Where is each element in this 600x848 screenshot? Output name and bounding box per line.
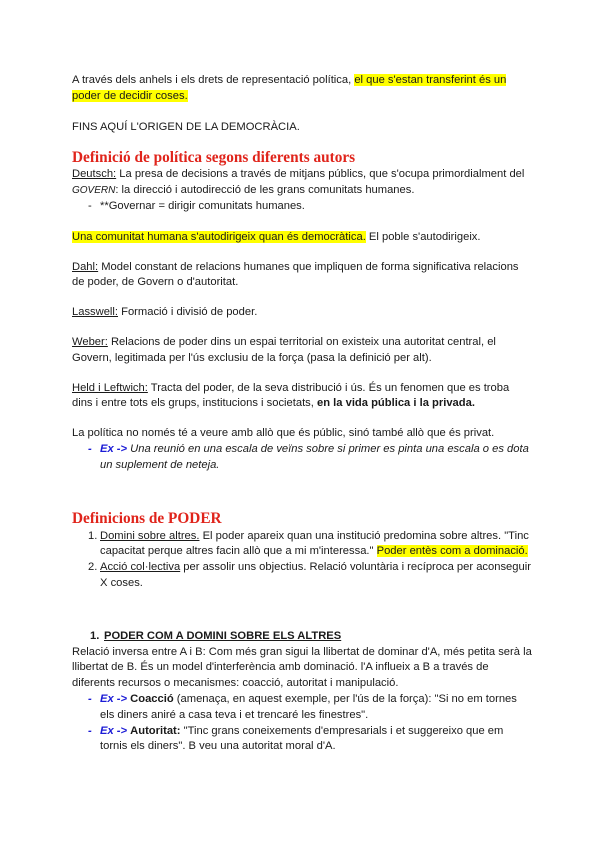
section-heading-politica: Definició de política segons diferents autors [72,149,356,167]
example-coaccio: Ex -> Coacció (amenaça, en aquest exemple, per l'ús de la força): "Si no em tornes els diners aniré a casa teva i et trencaré les finestres". [100,692,517,721]
author-deutsch: Deutsch: [72,168,117,181]
subheading-number: 1. [90,629,100,642]
author-weber: Weber: [72,335,108,348]
list-item [72,442,532,474]
politics-private-line: La política no només té a veure amb allò que és públic, sinó també allò que és privat. [72,427,495,440]
list-item [72,199,532,215]
deutsch-definition: Deutsch: La presa de decisions a través de mitjans públics, que s'ocupa primordialment del GOVERN: la direcció i autodirecció de les grans comunitats humanes. [72,168,525,197]
numbered-item [72,529,532,561]
item-label-accio: Acció col·lectiva [100,561,181,574]
governar-note: **Governar = dirigir comunitats humanes. [100,199,305,212]
fins-line: FINS AQUÍ L'ORIGEN DE LA DEMOCRÀCIA. [72,120,300,133]
subheading-domini [70,629,532,645]
dominacio-highlight: Poder entès com a dominació. [376,545,528,558]
item-number: 1. [88,529,98,542]
example-reunio: Ex -> Una reunió en una escala de veïns sobre si primer es pinta una escala o es dota un suplement de neteja. [100,442,529,471]
document-page [72,73,532,755]
item-label-domini: Domini sobre altres. [100,529,200,542]
bullet-dash: - [88,199,92,212]
democratic-line: Una comunitat humana s'autodirigeix quan és democràtica. El poble s'autodirigeix. [72,230,481,243]
govern-word: GOVERN [72,185,116,197]
bullet-dash: - [88,724,92,737]
author-lasswell: Lasswell: [72,306,119,319]
author-held-leftwich: Held i Leftwich: [72,381,148,394]
bullet-dash: - [88,442,92,455]
held-bold: en la vida pública i la privada. [317,397,475,410]
item-number: 2. [88,561,98,574]
intro-highlight: el que s'estan transferint és un poder de decidir coses. [72,74,507,102]
item-body: Acció col·lectiva per assolir uns objectius. Relació voluntària i recíproca per aconseguir X coses. [100,561,531,589]
dahl-definition: Dahl: Model constant de relacions humanes que impliquen de forma significativa relacions de poder, de Govern o d'autoritat. [72,260,519,289]
bullet-dash: - [88,692,92,705]
lasswell-definition: Lasswell: Formació i divisió de poder. [72,306,258,319]
subheading-title: PODER COM A DOMINI SOBRE ELS ALTRES [104,629,342,642]
held-definition: Held i Leftwich: Tracta del poder, de la seva distribució i ús. És un fenomen que es troba dins i entre tots els grups, institucions i societats, en la vida pública i la privada. [72,381,510,410]
list-item [72,724,532,756]
domini-paragraph: Relació inversa entre A i B: Com més gran sigui la llibertat de dominar d'A, més petita serà la llibertat de B. És un model d'interferència amb dominació. l'A influeix a B a través de diferents recursos o mecanismes: coacció, autoritat i manipulació. [72,645,532,690]
intro-text: A través dels anhels i els drets de representació política, [72,74,355,86]
example-label: Ex -> [100,442,128,455]
example-label: Ex -> [100,692,128,705]
weber-definition: Weber: Relacions de poder dins un espai territorial on existeix una autoritat central, el Govern, legitimada per l'ús exclusiu de la força (pasa la definició per alt). [72,335,496,364]
intro-paragraph [72,73,532,105]
section-heading-poder: Definicions de PODER [72,509,222,527]
example-label: Ex -> [100,724,128,737]
example-autoritat: Ex -> Autoritat: "Tinc grans coneixements d'empresarials i et suggereixo que em tornis els diners". B veu una autoritat moral d'A. [100,724,504,753]
author-dahl: Dahl: [72,260,99,273]
democratic-highlight: Una comunitat humana s'autodirigeix quan és democràtica. [72,230,366,243]
list-item [72,692,532,724]
numbered-item [72,560,532,592]
item-body: Domini sobre altres. El poder apareix quan una institució predomina sobre altres. "Tinc capacitat perque altres facin allò que a mi m'interessa." Poder entès com a dominació. [100,529,529,558]
